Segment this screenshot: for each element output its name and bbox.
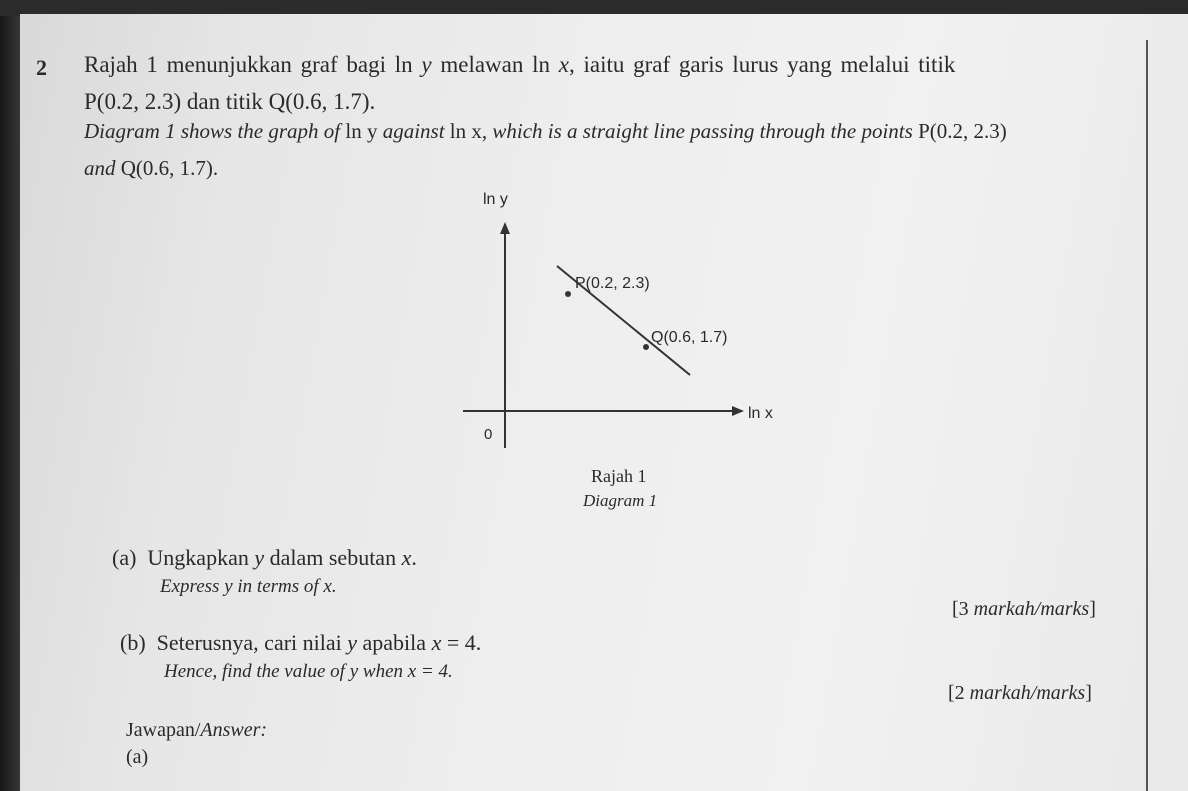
part-b-question: (b) Seterusnya, cari nilai y apabila x = 4. [120,630,482,655]
page-right-border [1146,40,1148,791]
question-text-malay-line1: Rajah 1 menunjukkan graf bagi ln y melawan ln x, iaitu graf garis lurus yang melalui titik [84,52,956,77]
x-axis-label: ln x [748,405,773,422]
graph-diagram [455,180,795,460]
point-p-marker [565,291,571,297]
y-axis-label: ln y [483,191,508,208]
diagram-caption-malay: Rajah 1 [591,466,647,486]
left-frame-shadow [0,16,22,791]
part-b-english: Hence, find the value of y when x = 4. [164,661,453,682]
question-text-english-line2: and Q(0.6, 1.7). [84,156,219,180]
point-q-marker [643,344,649,350]
part-a-question: (a) Ungkapkan y dalam sebutan x. [112,545,417,570]
part-a-english: Express y in terms of x. [160,576,337,597]
part-a-marks: [3 markah/marks] [952,598,1096,620]
point-p-label: P(0.2, 2.3) [575,275,650,292]
part-b-marks: [2 markah/marks] [948,682,1092,704]
question-text-malay-line2: P(0.2, 2.3) dan titik Q(0.6, 1.7). [84,89,376,114]
answer-label: Jawapan/Answer: [126,719,268,741]
origin-label: 0 [484,426,493,443]
question-number: 2 [36,55,47,80]
question-text-english-line1: Diagram 1 shows the graph of ln y against ln x, which is a straight line passing through the points P(0.2, 2.3) [84,119,1007,143]
answer-part-a-label: (a) [126,746,149,768]
diagram-caption-english: Diagram 1 [583,491,658,510]
point-q-label: Q(0.6, 1.7) [651,329,728,346]
